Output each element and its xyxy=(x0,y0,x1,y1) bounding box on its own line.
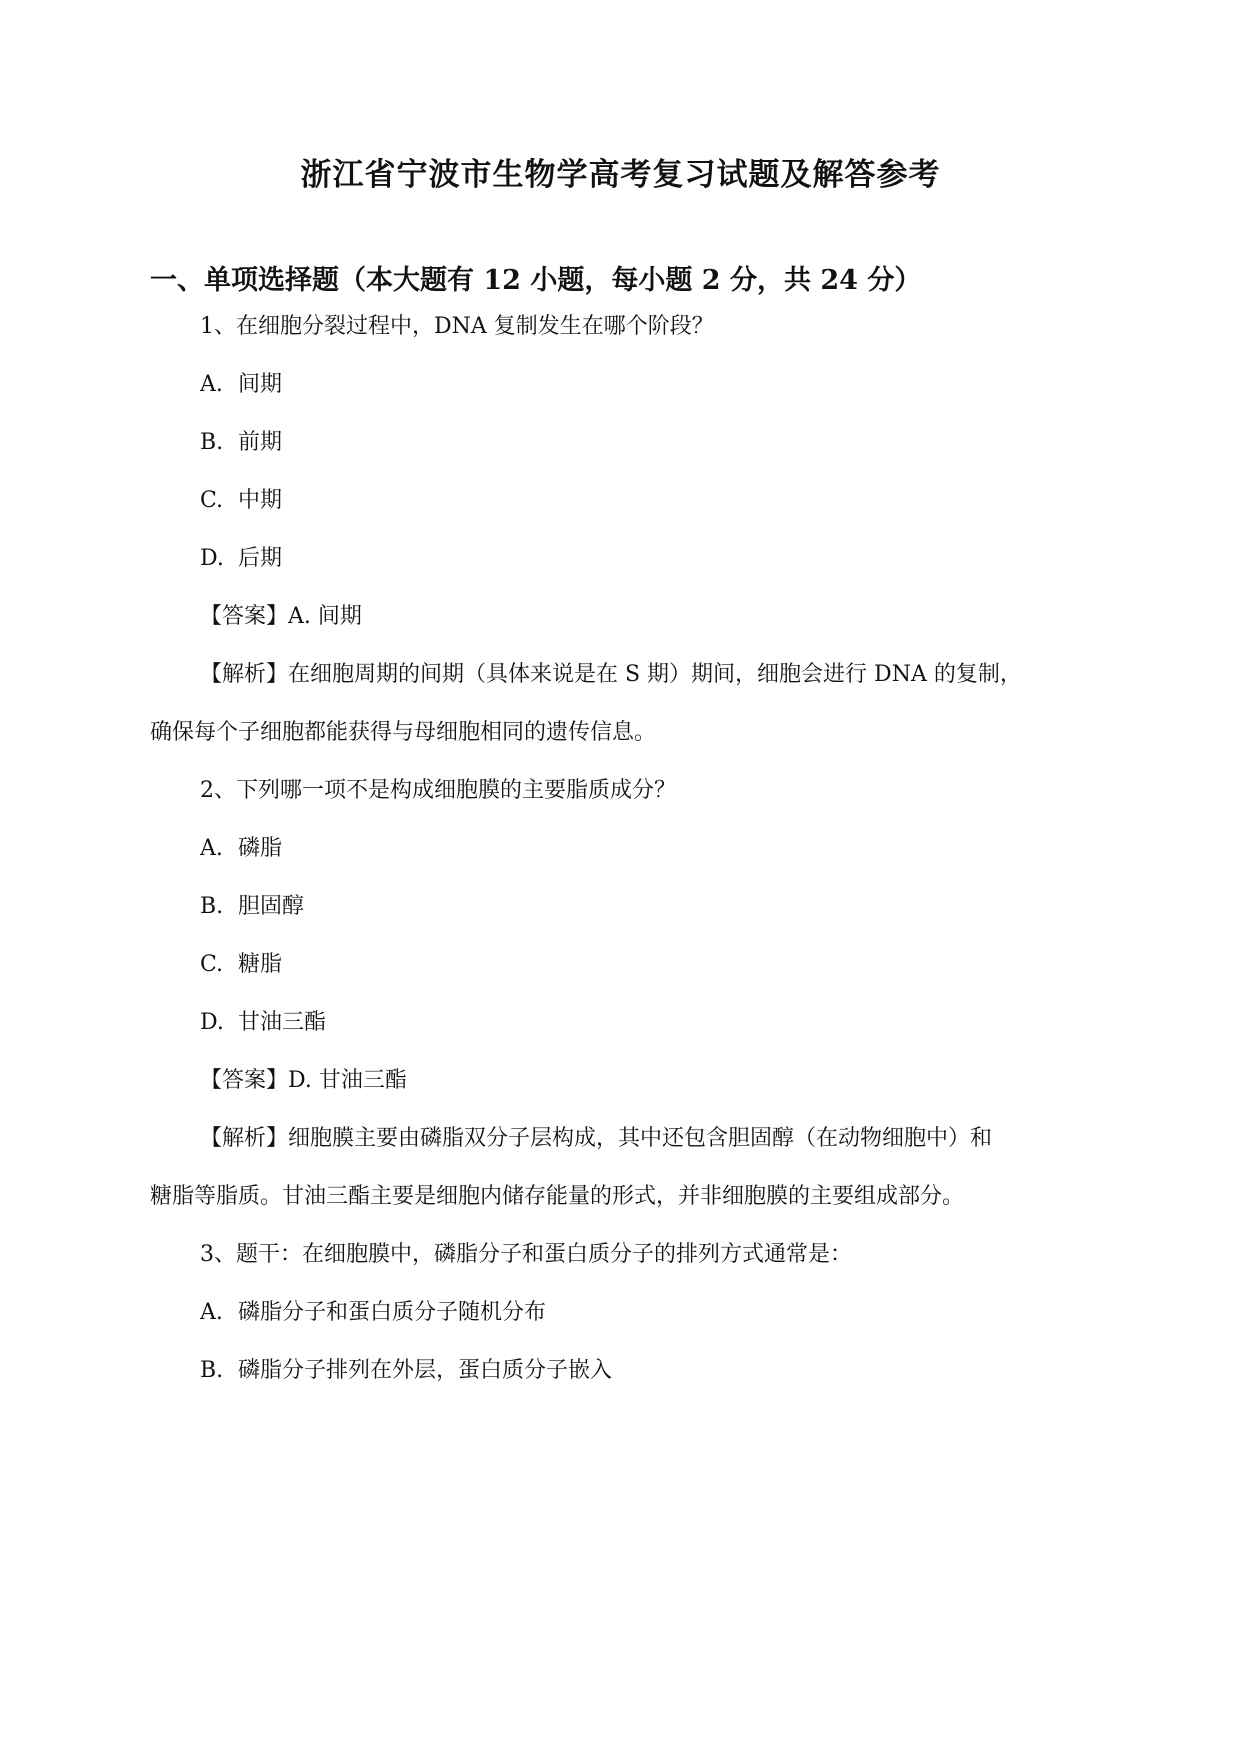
question-1-analysis-line-2: 确保每个子细胞都能获得与母细胞相同的遗传信息。 xyxy=(150,720,657,745)
option-letter: A. xyxy=(200,836,223,861)
question-2-option-a xyxy=(200,834,282,864)
question-2-option-d xyxy=(200,1008,326,1038)
option-letter: C. xyxy=(200,488,224,513)
question-1-option-c xyxy=(200,486,282,516)
option-letter: B. xyxy=(200,894,224,919)
option-letter: B. xyxy=(200,430,224,455)
question-1-option-b xyxy=(200,428,282,458)
question-3-stem: 3、题干：在细胞膜中，磷脂分子和蛋白质分子的排列方式通常是： xyxy=(200,1242,852,1267)
option-letter: A. xyxy=(200,372,223,397)
option-text: 中期 xyxy=(238,488,283,513)
question-1-analysis-line-1: 【解析】在细胞周期的间期（具体来说是在 S 期）期间，细胞会进行 DNA 的复制， xyxy=(200,662,1022,687)
option-letter: C. xyxy=(200,952,224,977)
question-2-option-c xyxy=(200,950,282,980)
question-2-answer: 【答案】D. 甘油三酯 xyxy=(200,1068,407,1093)
option-letter: D. xyxy=(200,546,224,571)
question-1-option-d xyxy=(200,544,282,574)
option-text: 磷脂分子排列在外层，蛋白质分子嵌入 xyxy=(238,1358,613,1383)
option-text: 间期 xyxy=(238,372,283,397)
question-2-stem: 2、下列哪一项不是构成细胞膜的主要脂质成分？ xyxy=(200,778,676,803)
question-1-option-a xyxy=(200,370,282,400)
question-1-answer: 【答案】A. 间期 xyxy=(200,604,362,629)
option-text: 磷脂分子和蛋白质分子随机分布 xyxy=(238,1300,547,1325)
document-title: 浙江省宁波市生物学高考复习试题及解答参考 xyxy=(300,157,941,193)
question-1-stem: 1、在细胞分裂过程中，DNA 复制发生在哪个阶段？ xyxy=(200,314,714,339)
option-text: 后期 xyxy=(238,546,283,571)
option-text: 胆固醇 xyxy=(238,894,305,919)
option-letter: A. xyxy=(200,1300,223,1325)
option-text: 糖脂 xyxy=(238,952,283,977)
option-text: 甘油三酯 xyxy=(238,1010,327,1035)
question-2-analysis-line-2: 糖脂等脂质。甘油三酯主要是细胞内储存能量的形式，并非细胞膜的主要组成部分。 xyxy=(150,1184,965,1209)
option-letter: D. xyxy=(200,1010,224,1035)
section-heading: 一、单项选择题（本大题有 12 小题，每小题 2 分，共 24 分） xyxy=(150,265,922,296)
option-letter: B. xyxy=(200,1358,224,1383)
question-2-option-b xyxy=(200,892,304,922)
option-text: 前期 xyxy=(238,430,283,455)
option-text: 磷脂 xyxy=(238,836,283,861)
question-3-option-a xyxy=(200,1298,546,1328)
question-2-analysis-line-1: 【解析】细胞膜主要由磷脂双分子层构成，其中还包含胆固醇（在动物细胞中）和 xyxy=(200,1126,993,1151)
question-3-option-b xyxy=(200,1356,612,1386)
